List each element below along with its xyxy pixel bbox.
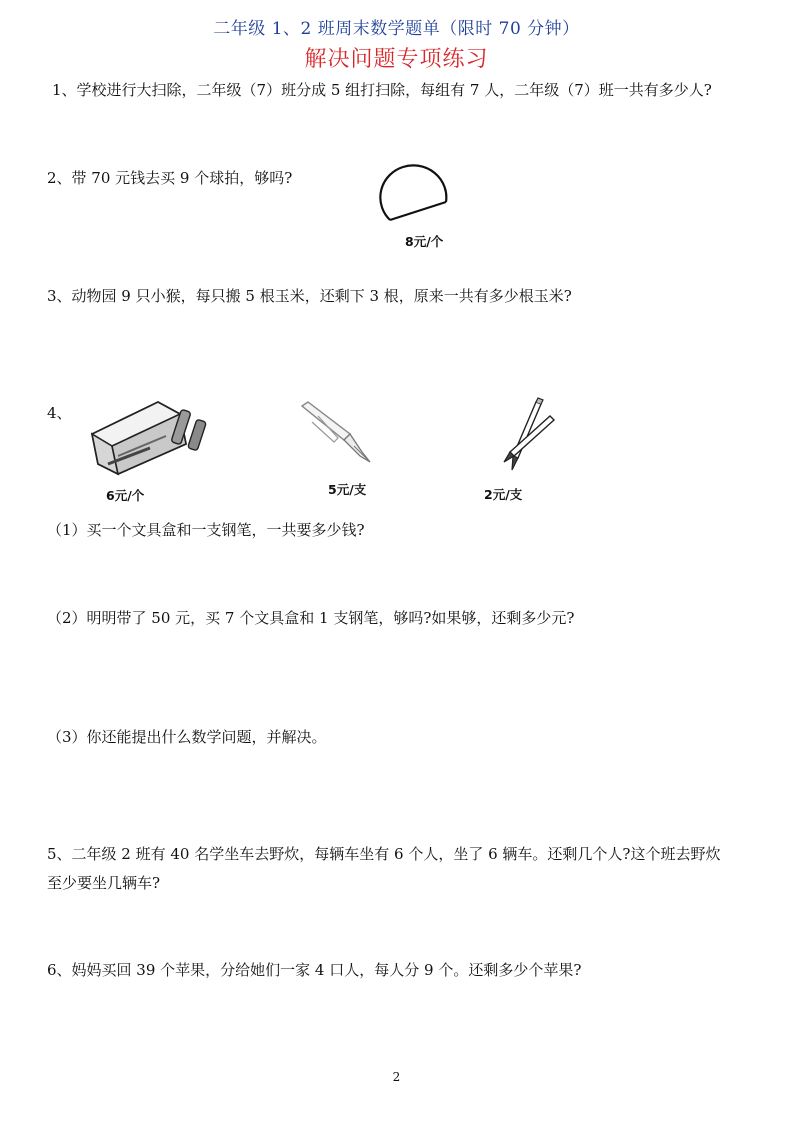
racket-icon — [380, 168, 460, 228]
fountain-pen-icon — [298, 400, 378, 465]
page-title: 二年级 1、2 班周末数学题单（限时 70 分钟） — [213, 19, 580, 39]
question-3: 3、动物园 9 只小猴，每只搬 5 根玉米，还剩下 3 根，原来一共有多少根玉米? — [47, 287, 572, 305]
question-6: 6、妈妈买回 39 个苹果，分给她们一家 4 口人，每人分 9 个。还剩多少个苹果? — [47, 961, 582, 979]
question-4-label: 4、 — [47, 404, 72, 422]
pencils-icon — [496, 398, 561, 474]
pencil-case-price: 6元/个 — [106, 488, 145, 503]
question-2: 2、带 70 元钱去买 9 个球拍，够吗? — [47, 169, 293, 187]
question-4-sub-2: （2）明明带了 50 元，买 7 个文具盒和 1 支钢笔，够吗?如果够，还剩多少元? — [47, 609, 575, 627]
page-number: 2 — [392, 1070, 401, 1084]
question-4-sub-3: （3）你还能提出什么数学问题，并解决。 — [47, 728, 327, 746]
question-5-line-1: 5、二年级 2 班有 40 名学坐车去野炊，每辆车坐有 6 个人，坐了 6 辆车。还剩几个人?这个班去野炊 — [47, 845, 721, 863]
question-1: 1、学校进行大扫除，二年级（7）班分成 5 组打扫除，每组有 7 人，二年级（7）班一共有多少人? — [52, 81, 712, 99]
fountain-pen-price: 5元/支 — [328, 482, 367, 497]
question-4-sub-1: （1）买一个文具盒和一支钢笔，一共要多少钱? — [47, 521, 365, 539]
question-5-line-2: 至少要坐几辆车? — [47, 874, 161, 892]
pencil-price: 2元/支 — [484, 487, 523, 502]
racket-price: 8元/个 — [405, 234, 444, 249]
page-subtitle: 解决问题专项练习 — [304, 47, 489, 72]
pencil-case-icon — [88, 396, 210, 478]
